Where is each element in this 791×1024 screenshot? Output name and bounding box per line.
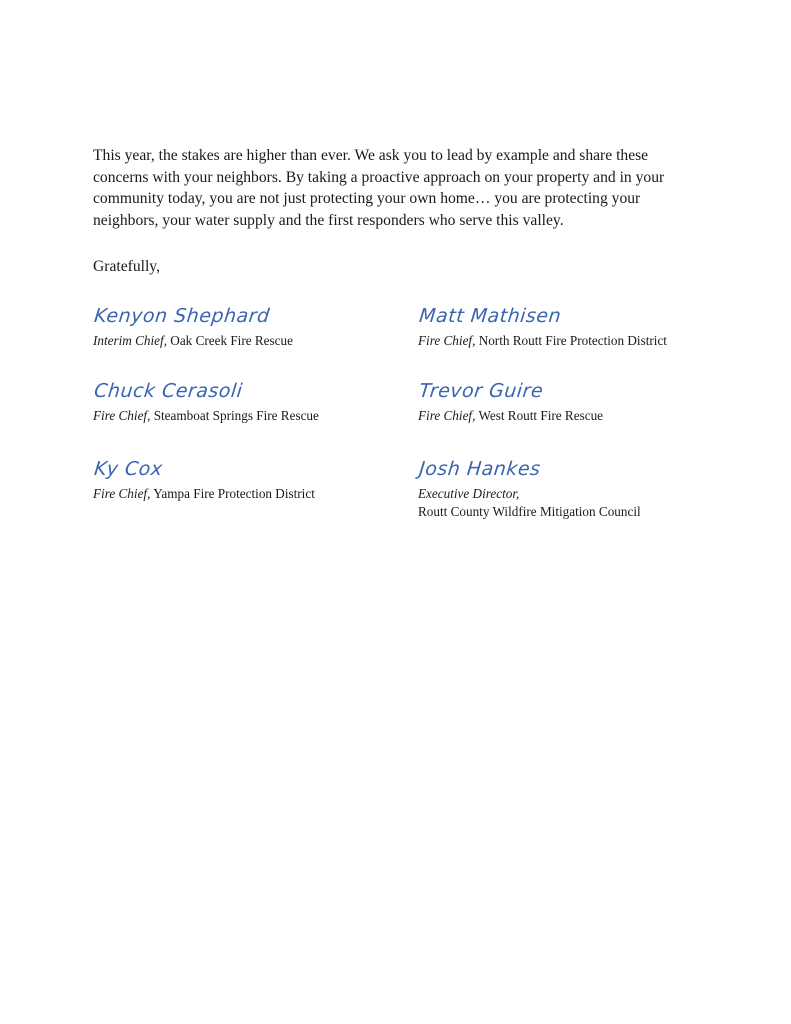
signatory-block-yampa xyxy=(93,457,413,503)
signatory-title xyxy=(93,407,413,425)
signatory-block-wildfire-council xyxy=(418,457,738,521)
signatory-title xyxy=(418,485,738,521)
letter-paragraph: This year, the stakes are higher than ever. We ask you to lead by example and share these concerns with your neighbors. By taking a proactive approach on your property and in your community today, you are not just protecting your own home… you are protecting your neighbors, your water supply and the first responders who serve this valley. xyxy=(93,147,665,229)
signatory-role: Executive Director, xyxy=(418,486,520,501)
signatory-title xyxy=(93,485,413,503)
signatory-block-west-routt xyxy=(418,379,738,425)
signatory-organization: Steamboat Springs Fire Rescue xyxy=(153,408,319,423)
signatory-organization: Yampa Fire Protection District xyxy=(153,486,315,501)
signatory-block-north-routt xyxy=(418,304,738,350)
signatory-role: Fire Chief, xyxy=(93,408,151,423)
signature: Matt Mathisen xyxy=(418,305,563,327)
signature: Kenyon Shephard xyxy=(93,305,271,327)
signatory-role: Interim Chief, xyxy=(93,333,167,348)
signature: Ky Cox xyxy=(93,458,164,480)
signatory-block-steamboat xyxy=(93,379,413,425)
signatory-organization: Oak Creek Fire Rescue xyxy=(170,333,293,348)
signatory-organization: Routt County Wildfire Mitigation Council xyxy=(418,504,641,519)
signatory-organization: North Routt Fire Protection District xyxy=(478,333,667,348)
signature: Chuck Cerasoli xyxy=(93,380,244,402)
letter-closing: Gratefully, xyxy=(93,258,160,275)
signatory-role: Fire Chief, xyxy=(418,333,476,348)
signatory-role: Fire Chief, xyxy=(418,408,476,423)
signatory-title xyxy=(93,332,413,350)
signatory-block-oak-creek xyxy=(93,304,413,350)
signatory-organization: West Routt Fire Rescue xyxy=(478,408,604,423)
signature: Josh Hankes xyxy=(418,458,542,480)
signatory-title xyxy=(418,332,738,350)
signatory-role: Fire Chief, xyxy=(93,486,151,501)
signature: Trevor Guire xyxy=(418,380,545,402)
signatory-title xyxy=(418,407,738,425)
